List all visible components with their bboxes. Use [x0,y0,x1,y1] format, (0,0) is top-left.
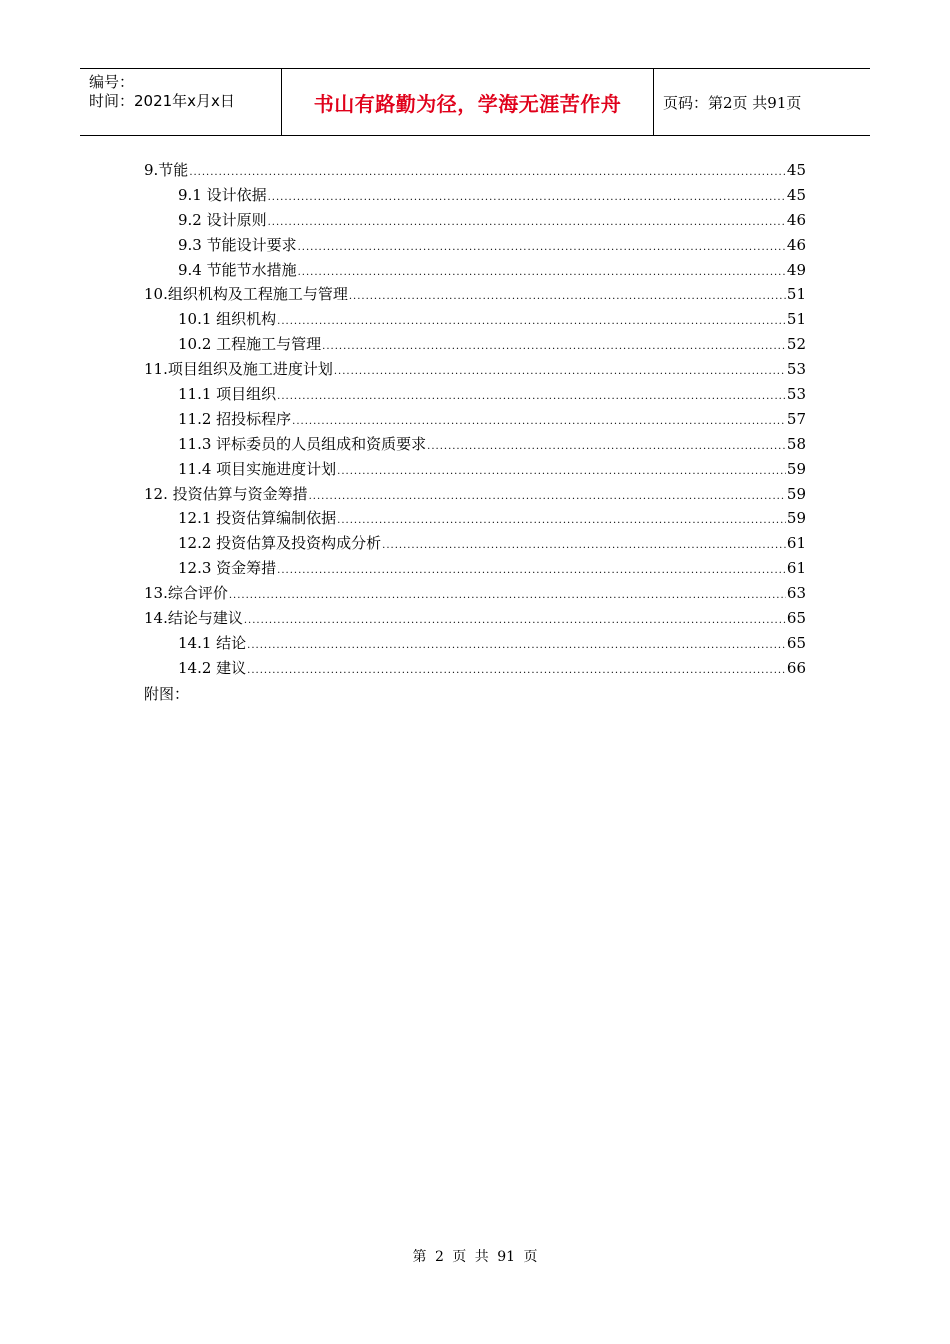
toc-entry[interactable] [144,282,806,307]
toc-entry-title: 10.2 工程施工与管理 [178,335,322,354]
toc-entry-title: 9.1 设计依据 [178,185,267,204]
toc-entry[interactable] [144,506,806,531]
toc-dot-leader [427,435,786,460]
toc-entry-page: 61 [786,534,806,553]
toc-entry-page: 51 [786,310,806,329]
toc-entry-title: 9.2 设计原则 [178,210,267,229]
toc-dot-leader [189,161,786,186]
toc-dot-leader [244,609,786,634]
toc-entry-title: 12. 投资估算与资金筹措 [144,484,308,503]
toc-entry-page: 61 [786,559,806,578]
toc-dot-leader [229,584,786,609]
header-motto-cell [281,69,654,135]
toc-dot-leader [277,385,786,410]
toc-entry-page: 46 [786,210,806,229]
header-page-cell [654,69,870,135]
page-footer: 第 2 页 共 91 页 [412,1249,538,1265]
toc-entry-title: 10.1 组织机构 [178,310,277,329]
toc-entry-title: 14.1 结论 [178,633,247,652]
toc-dot-leader [268,211,786,236]
toc-entry[interactable] [144,158,806,183]
toc-entry-page: 66 [786,658,806,677]
toc-dot-leader [382,534,786,559]
toc-entry[interactable] [144,208,806,233]
toc-entry-title: 10.组织机构及工程施工与管理 [144,285,348,304]
toc-entry[interactable] [144,183,806,208]
header-motto: 书山有路勤为径，学海无涯苦作舟 [313,91,622,116]
toc-entry[interactable] [144,606,806,631]
toc-entry-page: 59 [786,509,806,528]
toc-entry[interactable] [144,233,806,258]
document-time-label: 时间：2021年x月x日 [89,92,235,110]
toc-entry-title: 14.2 建议 [178,658,247,677]
toc-entry-page: 51 [786,285,806,304]
toc-dot-leader [334,360,786,385]
toc-dot-leader [298,261,786,286]
toc-entry-page: 53 [786,360,806,379]
toc-entry-page: 45 [786,185,806,204]
toc-entry[interactable] [144,258,806,283]
toc-entry-page: 63 [786,584,806,603]
toc-entry-page: 59 [786,459,806,478]
toc-entry-page: 46 [786,235,806,254]
toc-dot-leader [277,310,786,335]
toc-entry-title: 9.3 节能设计要求 [178,235,297,254]
toc-entry[interactable] [144,432,806,457]
toc-entry-title: 12.2 投资估算及投资构成分析 [178,534,382,553]
toc-dot-leader [298,236,786,261]
toc-entry-page: 59 [786,484,806,503]
toc-entry-title: 13.综合评价 [144,584,228,603]
toc-entry[interactable] [144,531,806,556]
page-header [80,68,870,136]
toc-entry-title: 11.项目组织及施工进度计划 [144,360,333,379]
toc-entry[interactable] [144,307,806,332]
header-info [80,69,281,135]
toc-entry-page: 53 [786,385,806,404]
toc-entry-title: 11.4 项目实施进度计划 [178,459,337,478]
toc-entry[interactable] [144,581,806,606]
toc-dot-leader [322,335,786,360]
toc-entry[interactable] [144,357,806,382]
toc-entry[interactable] [144,457,806,482]
toc-dot-leader [349,285,786,310]
table-of-contents [144,158,806,681]
toc-entry-page: 65 [786,609,806,628]
toc-entry[interactable] [144,656,806,681]
toc-entry[interactable] [144,407,806,432]
toc-dot-leader [268,186,786,211]
toc-dot-leader [277,559,786,584]
toc-entry-page: 52 [786,335,806,354]
toc-entry[interactable] [144,631,806,656]
toc-dot-leader [247,659,786,684]
toc-dot-leader [247,634,786,659]
toc-dot-leader [337,460,786,485]
toc-entry-title: 14.结论与建议 [144,609,243,628]
toc-entry-page: 58 [786,434,806,453]
toc-entry[interactable] [144,556,806,581]
document-number-label: 编号： [89,73,135,91]
appendix-label: 附图： [144,685,190,703]
toc-entry-title: 11.3 评标委员的人员组成和资质要求 [178,434,427,453]
toc-entry-page: 45 [786,161,806,179]
toc-entry-title: 11.2 招投标程序 [178,409,292,428]
header-page-label: 页码：第2页 共91页 [663,93,802,112]
toc-entry-page: 49 [786,260,806,279]
toc-entry-title: 12.1 投资估算编制依据 [178,509,337,528]
toc-entry-title: 9.4 节能节水措施 [178,260,297,279]
toc-entry-title: 11.1 项目组织 [178,385,277,404]
toc-dot-leader [309,485,786,510]
toc-entry-title: 9.节能 [144,161,189,179]
toc-entry-title: 12.3 资金筹措 [178,559,277,578]
toc-entry-page: 65 [786,633,806,652]
toc-entry[interactable] [144,382,806,407]
toc-entry[interactable] [144,332,806,357]
toc-entry[interactable] [144,482,806,507]
toc-entry-page: 57 [786,409,806,428]
toc-dot-leader [337,509,786,534]
